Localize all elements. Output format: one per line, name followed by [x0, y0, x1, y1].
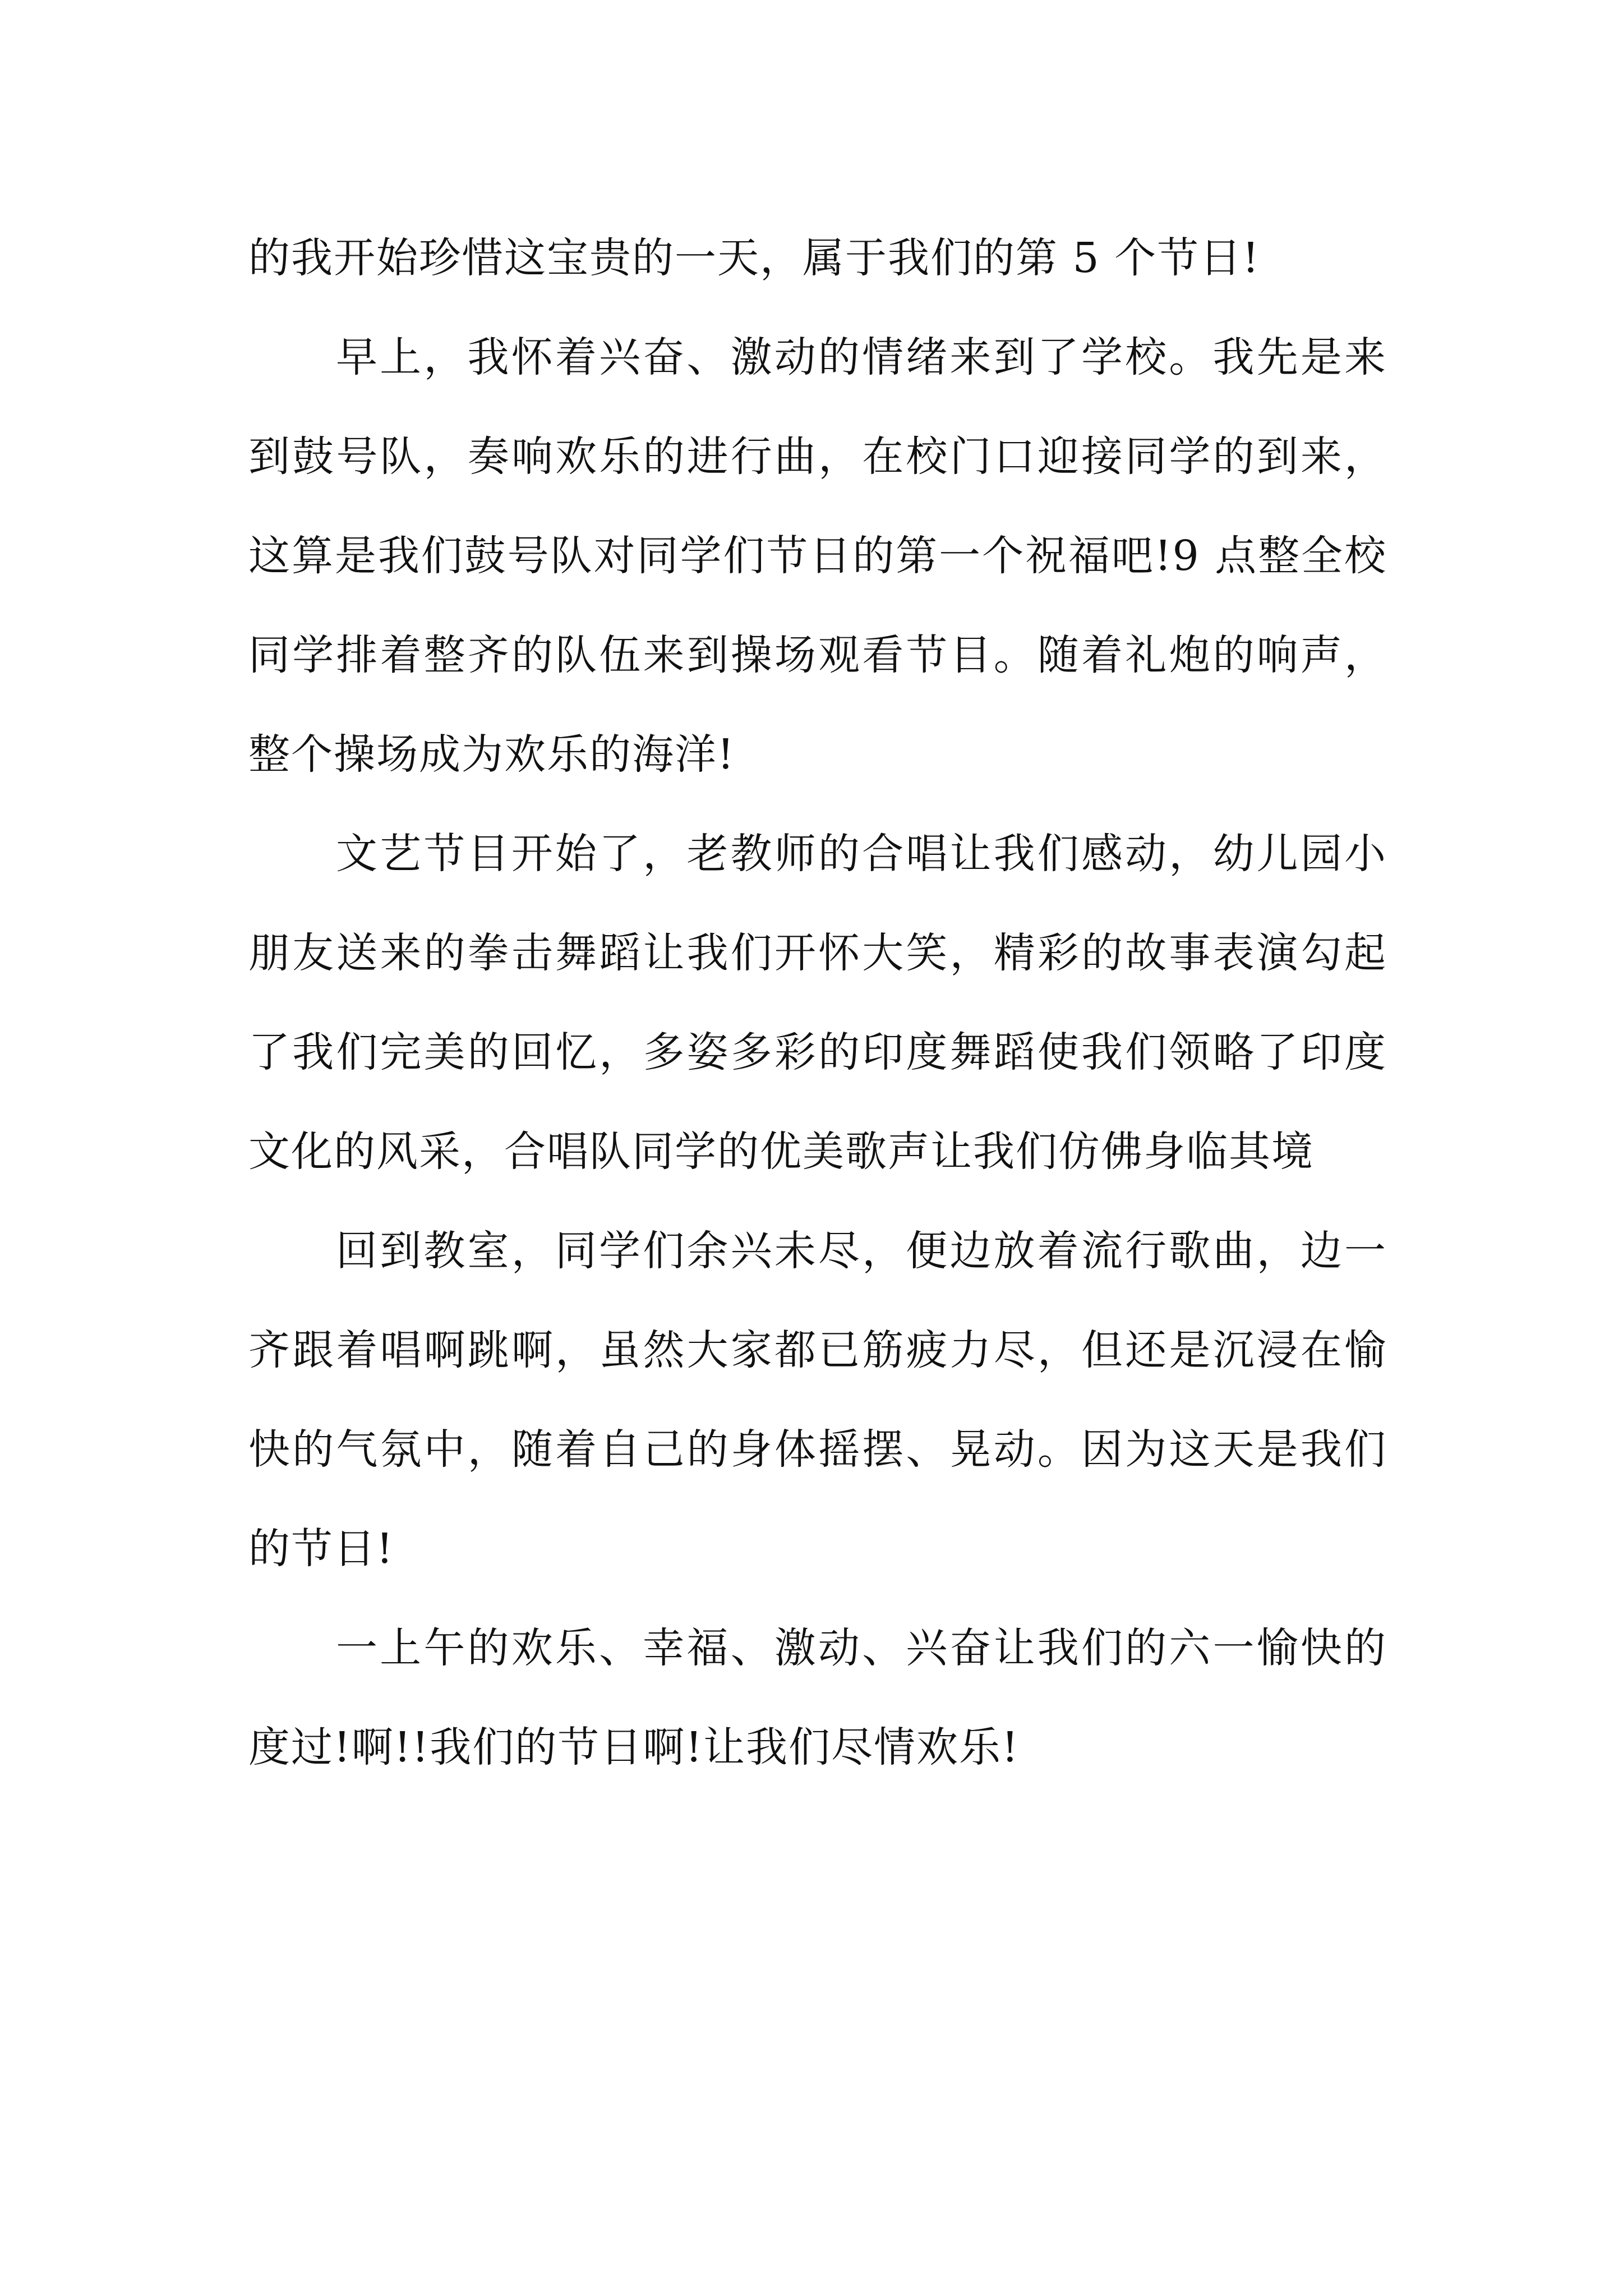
- document-body: [248, 209, 1387, 1797]
- paragraph-2: 早上，我怀着兴奋、激动的情绪来到了学校。我先是来到鼓号队，奏响欢乐的进行曲，在校门口迎接同学的到来，这算是我们鼓号队对同学们节日的第一个祝福吧!9 点整全校同学排着整齐的队伍来到操场观看节目。随着礼炮的响声，整个操场成为欢乐的海洋!: [248, 333, 1387, 779]
- paragraph-3: 文艺节目开始了，老教师的合唱让我们感动，幼儿园小朋友送来的拳击舞蹈让我们开怀大笑，精彩的故事表演勾起了我们完美的回忆，多姿多彩的印度舞蹈使我们领略了印度文化的风采，合唱队同学的优美歌声让我们仿佛身临其境: [248, 830, 1387, 1176]
- paragraph-5: 一上午的欢乐、幸福、激动、兴奋让我们的六一愉快的度过!啊!!我们的节日啊!让我们尽情欢乐!: [248, 1624, 1387, 1772]
- paragraph-1: 的我开始珍惜这宝贵的一天，属于我们的第 5 个节日!: [248, 234, 1260, 282]
- paragraph-4: 回到教室，同学们余兴未尽，便边放着流行歌曲，边一齐跟着唱啊跳啊，虽然大家都已筋疲力尽，但还是沉浸在愉快的气氛中，随着自己的身体摇摆、晃动。因为这天是我们的节日!: [248, 1227, 1387, 1573]
